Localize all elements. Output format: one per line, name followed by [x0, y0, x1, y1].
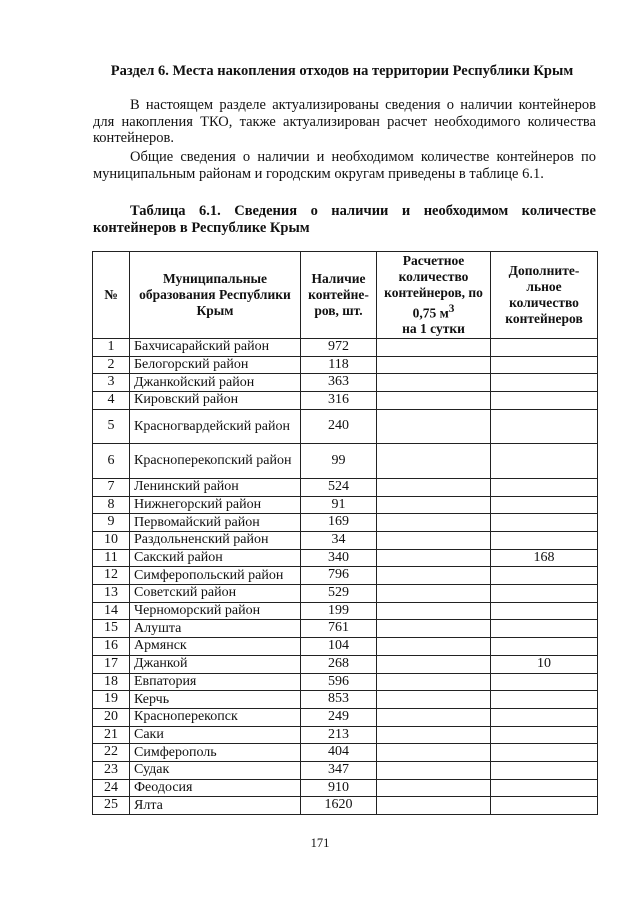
row-additional-count — [491, 339, 598, 357]
row-municipality: Судак — [130, 762, 301, 780]
row-containers-present: 363 — [301, 374, 377, 392]
row-municipality: Армянск — [130, 638, 301, 656]
row-municipality: Сакский район — [130, 549, 301, 567]
row-calculated-count — [377, 409, 491, 444]
table-row — [93, 514, 598, 532]
row-additional-count — [491, 356, 598, 374]
row-municipality: Советский район — [130, 585, 301, 603]
row-municipality: Кировский район — [130, 392, 301, 410]
row-calculated-count — [377, 549, 491, 567]
header-calculated-count — [377, 252, 491, 339]
table-row — [93, 762, 598, 780]
row-additional-count — [491, 602, 598, 620]
row-containers-present: 104 — [301, 638, 377, 656]
table-row — [93, 392, 598, 410]
row-containers-present: 213 — [301, 726, 377, 744]
row-number: 7 — [93, 478, 130, 496]
row-number: 6 — [93, 444, 130, 479]
row-containers-present: 169 — [301, 514, 377, 532]
row-calculated-count — [377, 585, 491, 603]
header-number: № — [93, 252, 130, 339]
table-header-row — [93, 252, 598, 339]
row-additional-count — [491, 478, 598, 496]
row-number: 4 — [93, 392, 130, 410]
row-additional-count — [491, 708, 598, 726]
row-calculated-count — [377, 392, 491, 410]
table-row — [93, 673, 598, 691]
row-containers-present: 340 — [301, 549, 377, 567]
table-row — [93, 638, 598, 656]
row-calculated-count — [377, 726, 491, 744]
row-additional-count — [491, 409, 598, 444]
table-row — [93, 496, 598, 514]
table-caption: Таблица 6.1. Сведения о наличии и необходимом количестве контейнеров в Республике Крым — [93, 203, 596, 236]
row-additional-count — [491, 496, 598, 514]
row-number: 9 — [93, 514, 130, 532]
row-number: 10 — [93, 531, 130, 549]
row-municipality: Феодосия — [130, 779, 301, 797]
row-municipality: Джанкой — [130, 655, 301, 673]
table-row — [93, 339, 598, 357]
row-municipality: Бахчисарайский район — [130, 339, 301, 357]
row-additional-count — [491, 620, 598, 638]
page-number: 171 — [310, 836, 330, 850]
containers-table — [92, 251, 598, 815]
row-number: 14 — [93, 602, 130, 620]
table-row — [93, 374, 598, 392]
table-row — [93, 409, 598, 444]
row-containers-present: 1620 — [301, 797, 377, 815]
row-municipality: Первомайский район — [130, 514, 301, 532]
row-containers-present: 240 — [301, 409, 377, 444]
table-row — [93, 779, 598, 797]
row-additional-count — [491, 779, 598, 797]
row-additional-count — [491, 585, 598, 603]
row-containers-present: 118 — [301, 356, 377, 374]
row-calculated-count — [377, 339, 491, 357]
header-calculated-tail: на 1 сутки — [402, 321, 465, 337]
row-containers-present: 91 — [301, 496, 377, 514]
row-calculated-count — [377, 797, 491, 815]
row-containers-present: 910 — [301, 779, 377, 797]
row-containers-present: 972 — [301, 339, 377, 357]
row-municipality: Белогорский район — [130, 356, 301, 374]
row-calculated-count — [377, 356, 491, 374]
row-containers-present: 249 — [301, 708, 377, 726]
row-number: 2 — [93, 356, 130, 374]
header-municipality: Муниципальные образования Республики Крым — [130, 252, 301, 339]
row-calculated-count — [377, 708, 491, 726]
row-additional-count — [491, 744, 598, 762]
table-row — [93, 655, 598, 673]
row-municipality: Красноперекопский район — [130, 444, 301, 479]
row-calculated-count — [377, 478, 491, 496]
row-municipality: Евпатория — [130, 673, 301, 691]
row-number: 24 — [93, 779, 130, 797]
row-number: 5 — [93, 409, 130, 444]
row-municipality: Алушта — [130, 620, 301, 638]
row-containers-present: 529 — [301, 585, 377, 603]
table-body — [93, 339, 598, 815]
header-calculated-main: Расчетное количество контейнеров, по 0,75 м — [384, 252, 483, 321]
row-municipality: Ялта — [130, 797, 301, 815]
row-number: 13 — [93, 585, 130, 603]
row-number: 8 — [93, 496, 130, 514]
row-number: 23 — [93, 762, 130, 780]
row-containers-present: 796 — [301, 567, 377, 585]
row-containers-present: 316 — [301, 392, 377, 410]
row-number: 1 — [93, 339, 130, 357]
row-calculated-count — [377, 673, 491, 691]
row-additional-count — [491, 691, 598, 709]
table-row — [93, 356, 598, 374]
row-additional-count — [491, 726, 598, 744]
row-municipality: Красногвардейский район — [130, 409, 301, 444]
table-row — [93, 585, 598, 603]
row-containers-present: 268 — [301, 655, 377, 673]
row-additional-count — [491, 567, 598, 585]
row-municipality: Керчь — [130, 691, 301, 709]
header-cubic-superscript: 3 — [448, 302, 455, 315]
row-number: 22 — [93, 744, 130, 762]
row-number: 19 — [93, 691, 130, 709]
row-containers-present: 596 — [301, 673, 377, 691]
table-row — [93, 444, 598, 479]
table-row — [93, 797, 598, 815]
row-additional-count — [491, 514, 598, 532]
row-calculated-count — [377, 638, 491, 656]
row-number: 25 — [93, 797, 130, 815]
row-containers-present: 199 — [301, 602, 377, 620]
row-municipality: Черноморский район — [130, 602, 301, 620]
table-row — [93, 620, 598, 638]
row-calculated-count — [377, 779, 491, 797]
row-additional-count — [491, 762, 598, 780]
row-municipality: Красноперекопск — [130, 708, 301, 726]
row-calculated-count — [377, 744, 491, 762]
row-additional-count — [491, 797, 598, 815]
header-containers-present: Наличие контейне-ров, шт. — [301, 252, 377, 339]
row-containers-present: 853 — [301, 691, 377, 709]
row-number: 3 — [93, 374, 130, 392]
row-number: 20 — [93, 708, 130, 726]
row-municipality: Раздольненский район — [130, 531, 301, 549]
paragraph-2: Общие сведения о наличии и необходимом количестве контейнеров по муниципальным районам и городским округам приведены в таблице 6.1. — [93, 149, 596, 182]
table-row — [93, 691, 598, 709]
table-row — [93, 708, 598, 726]
row-municipality: Симферопольский район — [130, 567, 301, 585]
row-additional-count — [491, 531, 598, 549]
row-additional-count — [491, 638, 598, 656]
row-municipality: Симферополь — [130, 744, 301, 762]
row-municipality: Джанкойский район — [130, 374, 301, 392]
row-containers-present: 404 — [301, 744, 377, 762]
table-row — [93, 602, 598, 620]
row-calculated-count — [377, 567, 491, 585]
row-additional-count — [491, 374, 598, 392]
table-row — [93, 531, 598, 549]
row-additional-count — [491, 444, 598, 479]
paragraph-1: В настоящем разделе актуализированы сведения о наличии контейнеров для накопления ТКО, также актуализирован расчет необходимого количества контейнеров. — [93, 97, 596, 146]
row-calculated-count — [377, 444, 491, 479]
table-row — [93, 478, 598, 496]
section-title: Раздел 6. Места накопления отходов на территории Республики Крым — [110, 63, 574, 79]
row-containers-present: 761 — [301, 620, 377, 638]
row-containers-present: 347 — [301, 762, 377, 780]
row-calculated-count — [377, 496, 491, 514]
row-municipality: Ленинский район — [130, 478, 301, 496]
row-calculated-count — [377, 374, 491, 392]
table-row — [93, 567, 598, 585]
row-number: 17 — [93, 655, 130, 673]
row-calculated-count — [377, 655, 491, 673]
row-municipality: Саки — [130, 726, 301, 744]
row-additional-count: 10 — [491, 655, 598, 673]
row-number: 21 — [93, 726, 130, 744]
table-row — [93, 549, 598, 567]
row-number: 12 — [93, 567, 130, 585]
table-row — [93, 726, 598, 744]
row-calculated-count — [377, 762, 491, 780]
row-number: 16 — [93, 638, 130, 656]
row-additional-count — [491, 673, 598, 691]
row-additional-count: 168 — [491, 549, 598, 567]
row-containers-present: 99 — [301, 444, 377, 479]
row-calculated-count — [377, 514, 491, 532]
row-calculated-count — [377, 602, 491, 620]
row-number: 11 — [93, 549, 130, 567]
row-containers-present: 34 — [301, 531, 377, 549]
row-additional-count — [491, 392, 598, 410]
header-additional-count: Дополните-льное количество контейнеров — [491, 252, 598, 339]
row-calculated-count — [377, 531, 491, 549]
row-number: 18 — [93, 673, 130, 691]
row-municipality: Нижнегорский район — [130, 496, 301, 514]
row-number: 15 — [93, 620, 130, 638]
row-calculated-count — [377, 691, 491, 709]
row-containers-present: 524 — [301, 478, 377, 496]
row-calculated-count — [377, 620, 491, 638]
table-row — [93, 744, 598, 762]
